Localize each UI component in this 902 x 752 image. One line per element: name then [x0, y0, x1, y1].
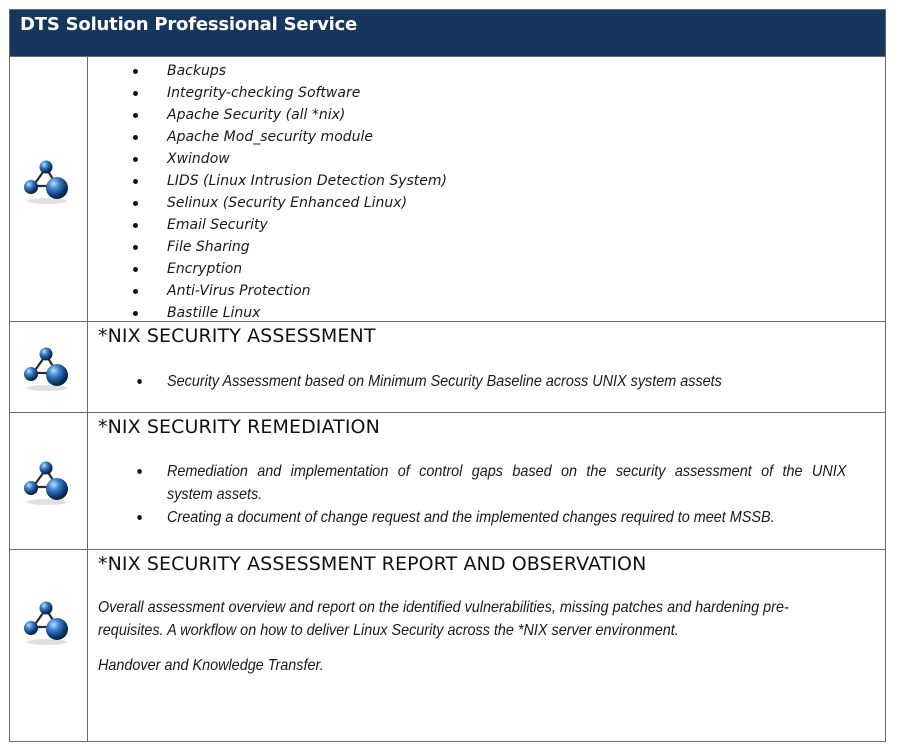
list-item: Bastille Linux	[167, 302, 447, 324]
content-cell	[88, 57, 885, 321]
icon-cell	[10, 413, 88, 549]
content-cell	[88, 322, 885, 412]
services-bullet-list	[167, 60, 447, 324]
table-row-report	[10, 550, 885, 742]
list-item: Creating a document of change request and the implemented changes required to meet MSSB.	[167, 506, 876, 529]
section-title: *NIX SECURITY REMEDIATION	[98, 416, 380, 438]
table-row-remediation	[10, 413, 885, 550]
list-item: Backups	[167, 60, 447, 82]
paragraph-line: Overall assessment overview and report on the identified vulnerabilities, missing patches and hardening pre-	[98, 599, 789, 616]
list-item: Xwindow	[167, 148, 447, 170]
icon-cell	[10, 550, 88, 742]
list-item: Security Assessment based on Minimum Security Baseline across UNIX system assets	[167, 370, 722, 393]
list-item: Email Security	[167, 214, 447, 236]
list-item: Integrity-checking Software	[167, 82, 447, 104]
table-row-assessment	[10, 322, 885, 413]
paragraph-line: requisites. A workflow on how to deliver Linux Security across the *NIX server environment.	[98, 622, 679, 639]
report-paragraph	[98, 596, 789, 642]
assessment-bullet-list	[167, 370, 722, 393]
service-table	[9, 9, 886, 742]
icon-cell	[10, 322, 88, 412]
content-cell	[88, 413, 885, 549]
table-header	[10, 10, 885, 57]
molecule-icon	[19, 458, 75, 506]
list-item-line: Remediation and implementation of control gaps based on the security assessment of the UNIX	[167, 463, 847, 480]
list-item: Apache Mod_security module	[167, 126, 447, 148]
molecule-icon	[19, 598, 75, 646]
list-item: Apache Security (all *nix)	[167, 104, 447, 126]
section-title: *NIX SECURITY ASSESSMENT REPORT AND OBSERVATION	[98, 553, 647, 575]
list-item: File Sharing	[167, 236, 447, 258]
molecule-icon	[19, 344, 75, 392]
list-item	[167, 460, 876, 506]
list-item: Anti-Virus Protection	[167, 280, 447, 302]
list-item: Encryption	[167, 258, 447, 280]
content-cell	[88, 550, 885, 742]
section-title: *NIX SECURITY ASSESSMENT	[98, 325, 376, 347]
handover-paragraph: Handover and Knowledge Transfer.	[98, 657, 324, 674]
list-item-line: system assets.	[167, 486, 263, 503]
list-item: LIDS (Linux Intrusion Detection System)	[167, 170, 447, 192]
table-row-services-list	[10, 57, 885, 322]
table-title: DTS Solution Professional Service	[20, 14, 358, 35]
list-item: Selinux (Security Enhanced Linux)	[167, 192, 447, 214]
molecule-icon	[19, 157, 75, 205]
icon-cell	[10, 57, 88, 321]
remediation-bullet-list	[167, 460, 902, 529]
